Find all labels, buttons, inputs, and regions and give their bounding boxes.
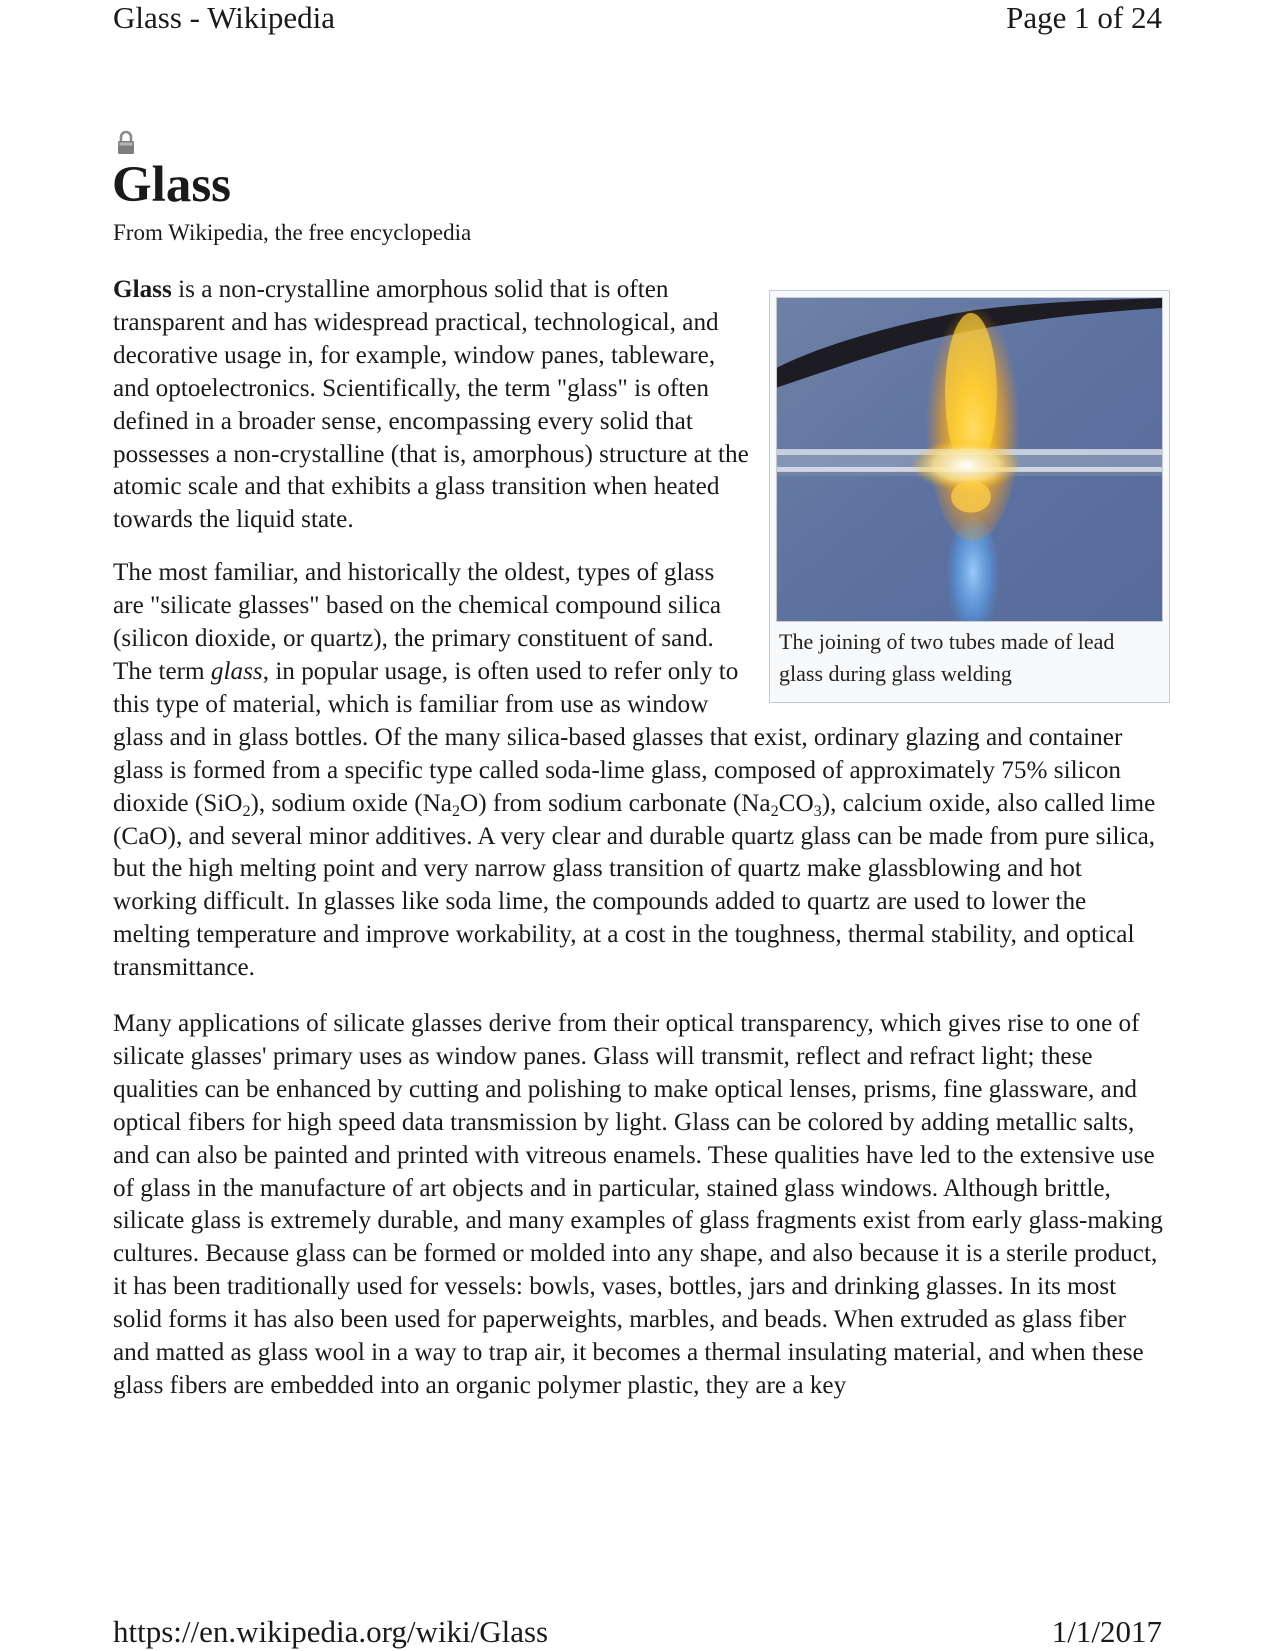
article-title: Glass [112,157,232,213]
figure-thumbnail [769,290,1170,703]
italic-term-glass: glass [210,657,263,685]
footer-url: https://en.wikipedia.org/wiki/Glass [113,1614,549,1649]
header-page-title: Glass - Wikipedia [113,0,336,35]
header-page-number: Page 1 of 24 [1006,0,1162,35]
print-header [113,0,1162,36]
article-subtitle: From Wikipedia, the free encyclopedia [113,220,472,245]
glass-welding-image[interactable] [776,297,1163,622]
print-footer [113,1614,1162,1650]
paragraph-applications: Many applications of silicate glasses derive from their optical transparency, which gives rise to one of silicate glasses' primary uses as window panes. Glass will transmit, reflect and refract light; these qualities can be enhanced by cutting and polishing to make optical lenses, prisms, fine glassware, and optical fibers for high speed data transmission by light. Glass can be colored by adding metallic salts, and can also be painted and printed with vitreous enamels. These qualities have led to the extensive use of glass in the manufacture of art objects and in particular, stained glass windows. Although brittle, silicate glass is extremely durable, and many examples of glass fragments exist from early glass-making cultures. Because glass can be formed or molded into any shape, and also because it is a sterile product, it has been traditionally used for vessels: bowls, vases, bottles, jars and drinking glasses. In its most solid forms it has also been used for paperweights, marbles, and beads. When extruded as glass fiber and matted as glass wool in a way to trap air, it becomes a thermal insulating material, and when these glass fibers are embedded into an organic polymer plastic, they are a key [113,1010,1163,1399]
bold-term-glass: Glass [113,276,172,303]
article-body [113,274,1163,1426]
lock-icon [116,130,136,156]
paragraph-intro: Glass is a non-crystalline amorphous solid that is often transparent and has widespread practical, technological, and decorative usage in, for example, window panes, tableware, and optoelectronics. Scientifically, the term "glass" is often defined in a broader sense, encompassing every solid that possesses a non-crystalline (that is, amorphous) structure at the atomic scale and that exhibits a glass transition when heated towards the liquid state. [113,276,749,534]
footer-date: 1/1/2017 [1051,1614,1162,1649]
paragraph-silicate: The most familiar, and historically the oldest, types of glass are "silicate glasses" based on the chemical compound silica (silicon dioxide, or quartz), the primary constituent of sand. The term glass, in popular usage, is often used to refer only to this type of material, which is familiar from use as window glass and in glass bottles. Of the many silica-based glasses that exist, ordinary glazing and container glass is formed from a specific type called soda-lime glass, composed of approximately 75% silicon dioxide (SiO$_2$), sodium oxide $(Na_2O)$ from sodium carbonate $(Na_2CO_3)$, calcium oxide, also called lime (CaO), and several minor additives. A very clear and durable quartz glass can be made from pure silica, but the high melting point and very narrow glass transition of quartz make glassblowing and hot working difficult. In glasses like soda lime, the compounds added to quartz are used to lower the melting temperature and improve workability, at a cost in the toughness, thermal stability, and optical transmittance. [113,559,1156,982]
figure-caption: The joining of two tubes made of lead glass during glass welding [779,629,1115,686]
